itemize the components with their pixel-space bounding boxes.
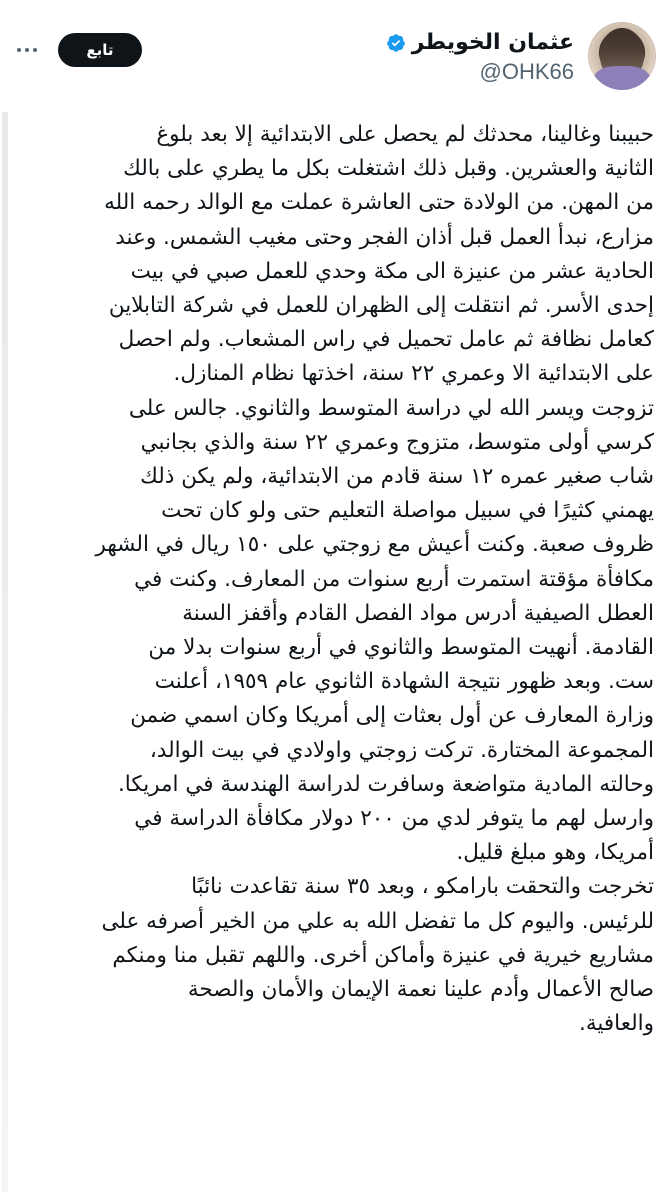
dot-icon <box>17 48 21 52</box>
author-display-name[interactable]: عثمان الخويطر <box>411 30 574 55</box>
tweet-paragraph: تزوجت ويسر الله لي دراسة المتوسط والثانوي. جالس على كرسي أولى متوسط، متزوج وعمري ٢٢ سنة والذي بجانبي شاب صغير عمره ١٢ سنة قادم من الابتدائية، ولم يكن ذلك يهمني كثيرًا في سبيل مواصلة التعليم حتى ولو كان تحت ظروف صعبة. وكنت أعيش مع زوجتي على ١٥٠ ريال في الشهر مكافأة مؤقتة استمرت أربع سنوات من المعارف. وكنت في العطل الصيفية أدرس مواد الفصل القادم وأقفز السنة القادمة. أنهيت المتوسط والثانوي في أربع سنوات بدلا من ست. وبعد ظهور نتيجة الشهادة الثانوي عام ١٩٥٩، أعلنت وزارة المعارف عن أول بعثات إلى أمريكا وكان اسمي ضمن المجموعة المختارة. تركت زوجتي واولادي في بيت الوالد، وحالته المادية متواضعة وسافرت لدراسة الهندسة في امريكا. وارسل لهم ما يتوفر لدي من ٢٠٠ دولار مكافأة الدراسة في أمريكا، وهو مبلغ قليل. <box>95 395 654 866</box>
tweet-header <box>0 0 670 110</box>
author-avatar[interactable] <box>588 22 656 90</box>
author-name-row <box>314 30 574 55</box>
avatar-photo-clothing <box>594 66 650 90</box>
more-horizontal-icon[interactable] <box>12 38 42 62</box>
left-edge-bar <box>2 112 8 1192</box>
tweet-paragraph: حبيبنا وغالينا، محدثك لم يحصل على الابتدائية إلا بعد بلوغ الثانية والعشرين. وقبل ذلك اشتغلت بكل ما يطري على بالك من المهن. من الولادة حتى العاشرة عملت مع الوالد رحمه الله مزارع، نبدأ العمل قبل أذان الفجر وحتى مغيب الشمس. وعند الحادية عشر من عنيزة الى مكة وحدي للعمل صبي في بيت إحدى الأسر. ثم انتقلت إلى الظهران للعمل في شركة التابلاين كعامل نظافة ثم عامل تحميل في راس المشعاب. ولم احصل على الابتدائية الا وعمري ٢٢ سنة، اخذتها نظام المنازل. <box>104 122 654 387</box>
dot-icon <box>25 48 29 52</box>
dot-icon <box>33 48 37 52</box>
verified-badge-icon <box>386 33 406 53</box>
follow-button[interactable]: تابع <box>58 33 142 67</box>
tweet-paragraph: تخرجت والتحقت بارامكو ، وبعد ٣٥ سنة تقاعدت نائبًا للرئيس. واليوم كل ما تفضل الله به علي من الخير أصرفه على مشاريع خيرية في عنيزة وأماكن أخرى. واللهم تقبل منا ومنكم صالح الأعمال وأدم علينا نعمة الإيمان والأمان والصحة والعافية. <box>101 874 654 1037</box>
author-info[interactable] <box>314 30 574 85</box>
author-handle[interactable]: @OHK66 <box>479 59 574 84</box>
tweet-text[interactable] <box>16 118 654 1041</box>
